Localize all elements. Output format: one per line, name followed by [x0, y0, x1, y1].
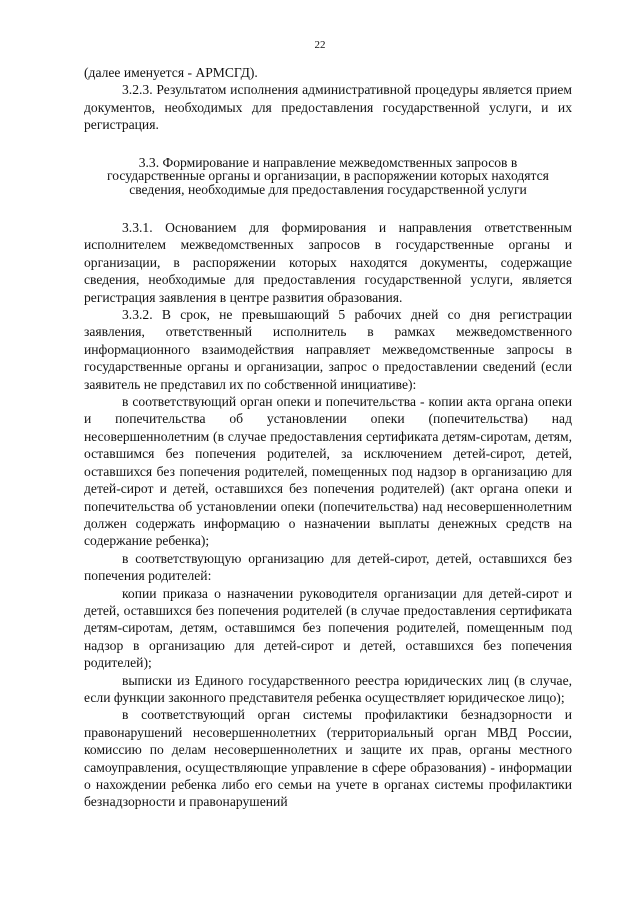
section-heading-3-3: 3.3. Формирование и направление межведомственных запросов в государственные органы и организации, в распоряжении которых находятся сведения, необходимые для предоставления государственной услуги [107, 154, 549, 198]
spacer [84, 197, 572, 219]
paragraph-director-order: копии приказа о назначении руководителя организации для детей-сирот и детей, оставшихся без попечения родителей (в случае предоставления сертификата детям-сиротам, детям, оставшимся без попечения родителей, помещенным под надзор в организацию для детей-сирот и детей, оставшихся без попечения родителей); [84, 585, 572, 671]
paragraph-guardianship: в соответствующий орган опеки и попечительства - копии акта органа опеки и попечительства об установлении опеки (попечительства) над несовершеннолетним (в случае предоставления сертификата детям-сиротам, детям, оставшимся без попечения родителей, за исключением детей-сирот, детей, оставшихся без попечения родителей, помещенных под надзор в организацию для детей-сирот и детей, оставшихся без попечения родителей) (акт органа опеки и попечительства об установлении опеки (попечительства) над несовершеннолетним должен содержать информацию о назначении выплаты денежных средств на содержание ребенка); [84, 394, 572, 549]
document-body [84, 64, 572, 811]
page-number: 22 [314, 39, 326, 51]
paragraph-3-3-1: 3.3.1. Основанием для формирования и направления ответственным исполнителем межведомственных запросов в государственные органы и организации, в распоряжении которых находятся документы, содержащие сведения, необходимые для предоставления государственной услуги, является регистрация заявления в центре развития образования. [84, 220, 572, 305]
paragraph-egrul-extract: выписки из Единого государственного реестра юридических лиц (в случае, если функции законного представителя ребенка осуществляет юридическое лицо); [84, 672, 572, 705]
paragraph-3-3-2: 3.3.2. В срок, не превышающий 5 рабочих дней со дня регистрации заявления, ответственный исполнитель в рамках межведомственного информационного взаимодействия направляет межведомственные запросы в государственные органы и организации, запрос о предоставлении сведений (если заявитель не представил их по собственной инициативе): [84, 307, 572, 392]
paragraph-orphan-organization: в соответствующую организацию для детей-сирот, детей, оставшихся без попечения родителей: [84, 550, 572, 584]
paragraph-continuation: (далее именуется - АРМСГД). [84, 65, 258, 80]
spacer [84, 134, 572, 156]
paragraph-prevention-system: в соответствующий орган системы профилактики безнадзорности и правонарушений несовершеннолетних (территориальный орган МВД России, комиссию по делам несовершеннолетних и защите их прав, органы местного самоуправления, осуществляющие управление в сфере образования) - информации о нахождении ребенка либо его семьи на учете в органах системы профилактики безнадзорности и правонарушений [84, 707, 572, 810]
paragraph-3-2-3: 3.2.3. Результатом исполнения административной процедуры является прием документов, необходимых для предоставления государственной услуги, и их регистрация. [84, 82, 572, 133]
